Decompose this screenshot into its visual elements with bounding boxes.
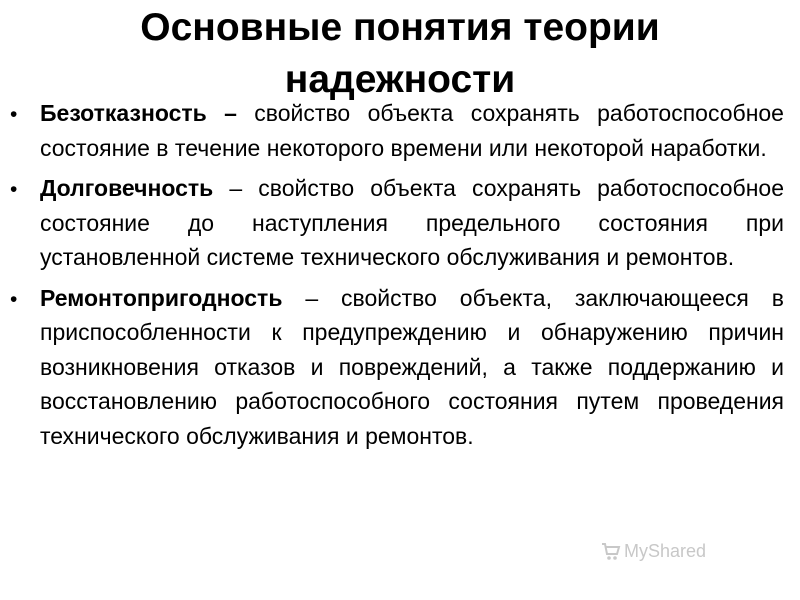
cart-icon (600, 540, 622, 562)
definition-text (40, 281, 784, 454)
definition-text (40, 171, 784, 275)
list-item (0, 171, 800, 275)
list-item (0, 281, 800, 454)
list-item (0, 96, 800, 165)
term-label: Ремонтопригодность (40, 284, 283, 311)
definitions-list (0, 96, 800, 459)
definition-text (40, 96, 784, 165)
bullet-marker: • (10, 178, 18, 201)
term-label: Безотказность – (40, 100, 237, 126)
slide-title: Основные понятия теории надежности (140, 6, 660, 101)
definition-body: – свойство объекта, заключающееся в приспособленности к предупреждению и обнаружению причин возникновения отказов и повреждений, а также поддержанию и восстановлению работоспособного состояния путем проведения технического обслуживания и ремонтов. (40, 284, 784, 449)
watermark-text: MyShared (624, 540, 707, 561)
bullet-marker: • (10, 287, 18, 311)
definition-body: – свойство объекта сохранять работоспособное состояние до наступления предельного состояния при установленной системе технического обслуживания и ремонтов. (40, 175, 784, 270)
term-label: Долговечность (40, 175, 214, 201)
watermark (600, 540, 706, 562)
definition-body: свойство объекта сохранять работоспособное состояние в течение некоторого времени или некоторой наработки. (40, 100, 784, 161)
bullet-marker: • (10, 103, 18, 126)
